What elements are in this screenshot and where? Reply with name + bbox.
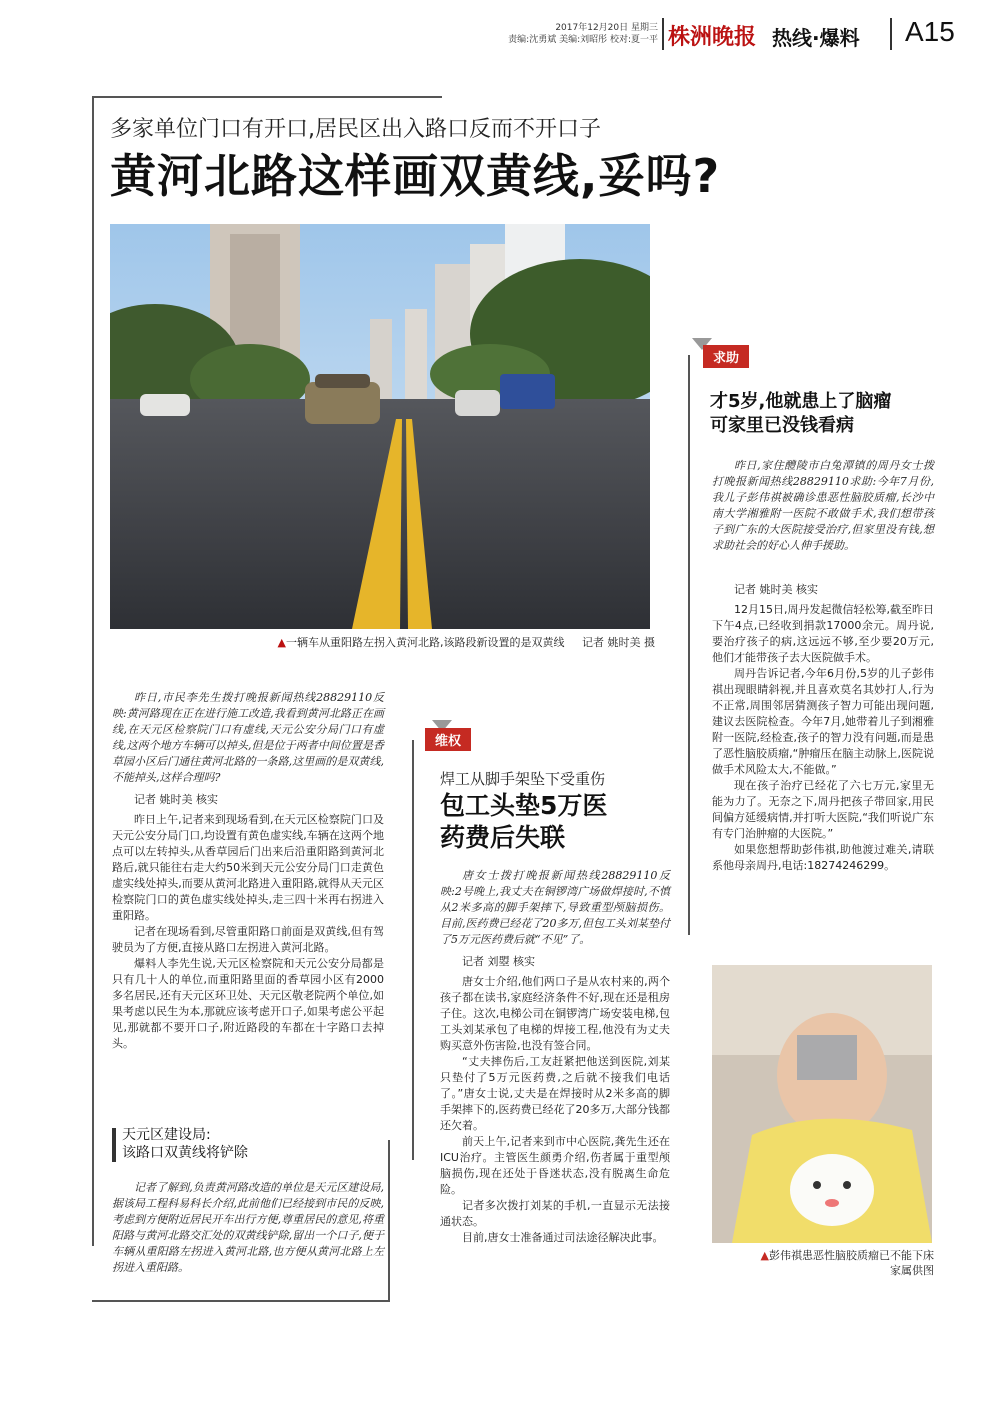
main-byline: 记者 姚时美 核实 — [134, 793, 218, 806]
road-photo-caption — [110, 634, 655, 650]
editors-line: 责编:沈勇斌 美编:刘昭彤 校对:夏一平 — [508, 35, 658, 45]
main-lead: 昨日,市民李先生拨打晚报新闻热线28829110反映:黄河路现在正在进行施工改造,我看到黄河北路正在画线,在天元区检察院门口有虚线,天元公安分局门口有虚线,这两个地方车辆可以掉头,但是位于两者中间位置是香草园小区后门通往黄河北路的一条路,这里画的是双黄线,不能掉头,这样合理吗? — [112, 691, 384, 784]
qiuzhu-paragraph: 如果您想帮助彭伟祺,助他渡过难关,请联系他母亲周丹,电话:18274246299。 — [712, 843, 934, 872]
weiquan-headline-line: 药费后失联 — [440, 823, 566, 852]
newspaper-logo: 株洲晚报 — [668, 24, 757, 50]
child-photo-caption — [712, 1248, 934, 1278]
child-photo-caption-line: 彭伟祺患恶性脑胶质瘤已不能下床 — [769, 1249, 934, 1262]
frame-bottom-rule — [92, 1300, 390, 1302]
main-headline: 黄河北路这样画双黄线,妥吗? — [110, 149, 721, 203]
weiquan-paragraph: 目前,唐女士准备通过司法途径解决此事。 — [462, 1231, 664, 1244]
qiuzhu-left-rule — [688, 355, 690, 935]
qiuzhu-headline — [710, 390, 891, 438]
main-paragraph: 昨日上午,记者来到现场看到,在天元区检察院门口及天元公安分局门口,均设置有黄色虚实线,车辆在这两个地点可以左转掉头,从香草园后门出来后沿重阳路到黄河北路后,就只能往右走大约50米到天元公安分局门口走黄色虚实线处掉头,而要从黄河北路进入重阳路,就得从天元区检察院门口的黄色虚实线处掉头,走三四十米再右拐进入重阳路。 — [112, 813, 384, 922]
qiuzhu-byline: 记者 姚时美 核实 — [734, 583, 818, 596]
qiuzhu-body — [712, 458, 934, 874]
weiquan-kicker: 焊工从脚手架坠下受重伤 — [440, 770, 606, 788]
frame-right-rule — [388, 1140, 390, 1300]
caption-triangle-icon: ▲ — [277, 636, 287, 649]
road-photo — [110, 224, 650, 629]
weiquan-headline-line: 包工头垫5万医 — [440, 791, 608, 820]
weiquan-headline — [440, 790, 607, 854]
masthead-divider — [662, 18, 664, 50]
masthead-divider-2 — [890, 18, 892, 50]
qiuzhu-paragraph: 周丹告诉记者,今年6月份,5岁的儿子彭伟祺出现眼睛斜视,并且喜欢莫名其妙打人,行为不正常,周围邻居猜测孩子智力可能出现问题,建议去医院检查。今年7月,她带着儿子到湘雅附一医院,经检查,孩子的智力没有问题,而是患了恶性脑胶质瘤,“肿瘤压在脑主动脉上,医院说做手术风险太大,不能做。” — [712, 667, 934, 776]
main-story-body — [112, 690, 384, 1052]
weiquan-paragraph: 唐女士介绍,他们两口子是从农村来的,两个孩子都在读书,家庭经济条件不好,现在还是租房子住。这次,电梯公司在铜锣湾广场安装电梯,包工头刘某承包了电梯的焊接工程,他没有为丈夫购买意外伤害险,也没有签合同。 — [440, 975, 670, 1052]
subhead-bar — [112, 1128, 116, 1162]
date-line: 2017年12月20日 星期三 — [555, 23, 658, 33]
main-paragraph: 记者在现场看到,尽管重阳路口前面是双黄线,但有驾驶员为了方便,直接从路口左拐进入黄河北路。 — [112, 925, 384, 954]
qiuzhu-headline-line: 才5岁,他就患上了脑瘤 — [710, 391, 892, 412]
weiquan-byline: 记者 刘曌 核实 — [462, 955, 535, 968]
main-kicker: 多家单位门口有开口,居民区出入路口反而不开口子 — [110, 117, 601, 142]
section-title: 热线·爆料 — [772, 26, 860, 50]
weiquan-paragraph: “丈夫摔伤后,工友赶紧把他送到医院,刘某只垫付了5万元医药费,之后就不接我们电话了。”唐女士说,丈夫是在焊接时从2米多高的脚手架摔下的,医药费已经花了20多万,大部分钱都还欠着。 — [440, 1055, 670, 1132]
weiquan-paragraph: 记者多次拨打刘某的手机,一直显示无法接通状态。 — [440, 1199, 670, 1228]
road-photo-illustration — [110, 224, 650, 629]
weiquan-lead: 唐女士拨打晚报新闻热线28829110反映:2号晚上,我丈夫在铜锣湾广场做焊接时,不慎从2米多高的脚手架摔下,导致重型颅脑损伤。目前,医药费已经花了20多万,但包工头刘某垫付了5万元医药费后就“不见”了。 — [440, 869, 670, 946]
qiuzhu-paragraph: 现在孩子治疗已经花了六七万元,家里无能为力了。无奈之下,周丹把孩子带回家,用民间偏方延缓病情,并打听大医院,“我们听说广东有专门治肿瘤的大医院。” — [712, 779, 934, 840]
road-photo-caption-text: 一辆车从重阳路左拐入黄河北路,该路段新设置的是双黄线 — [286, 636, 565, 649]
masthead-info — [508, 22, 658, 46]
weiquan-tag: 维权 — [425, 728, 471, 751]
qiuzhu-paragraph: 12月15日,周丹发起微信轻松筹,截至昨日下午4点,已经收到捐款17000余元。周丹说,要治疗孩子的病,这远远不够,至少要20万元,他们才能带孩子去大医院做手术。 — [712, 603, 934, 664]
subhead-line: 天元区建设局: — [122, 1127, 211, 1143]
frame-left-rule — [92, 96, 94, 1246]
weiquan-paragraph: 前天上午,记者来到市中心医院,龚先生还在ICU治疗。主管医生颜勇介绍,伤者属于重型颅脑损伤,现在还处于昏迷状态,没有脱离生命危险。 — [440, 1135, 670, 1196]
page-number: A15 — [905, 16, 955, 47]
child-photo-caption-line: 家属供图 — [890, 1264, 934, 1277]
weiquan-left-rule — [412, 740, 414, 1160]
caption-triangle-icon: ▲ — [760, 1249, 769, 1262]
frame-top-rule — [92, 96, 442, 98]
main-final-para: 记者了解到,负责黄河路改造的单位是天元区建设局,据该局工程科易科长介绍,此前他们已经接到市民的反映,考虑到方便附近居民开车出行方便,尊重居民的意见,将重阳路与黄河北路交汇处的双黄线铲除,留出一个口子,便于车辆从重阳路左拐进入黄河北路,也方便从黄河北路上左拐进入重阳路。 — [112, 1181, 384, 1274]
main-paragraph: 爆料人李先生说,天元区检察院和天元公安分局都是只有几十人的单位,而重阳路里面的香草园小区有2000多名居民,还有天元区环卫处、天元区敬老院两个单位,如果考虑以民生为本,那就应该考虑开口子,如果考虑公平起见,那就都不要开口子,附近路段的车都在十字路口去掉头。 — [112, 957, 384, 1050]
main-subhead — [122, 1126, 248, 1162]
child-photo — [712, 965, 932, 1243]
child-photo-illustration — [712, 965, 932, 1243]
subhead-line: 该路口双黄线将铲除 — [122, 1145, 248, 1161]
road-photo-credit: 记者 姚时美 摄 — [582, 636, 655, 649]
main-final-para-block — [112, 1180, 384, 1276]
qiuzhu-headline-line: 可家里已没钱看病 — [710, 415, 854, 436]
qiuzhu-tag: 求助 — [703, 345, 749, 368]
qiuzhu-lead: 昨日,家住醴陵市白兔潭镇的周丹女士拨打晚报新闻热线28829110求助:今年7月份,我儿子彭伟祺被确诊患恶性脑胶质瘤,长沙中南大学湘雅附一医院不敢做手术,我们想带孩子到广东的大医院接受治疗,但家里没有钱,想求助社会的好心人伸手援助。 — [712, 459, 934, 552]
weiquan-body — [440, 868, 670, 1246]
